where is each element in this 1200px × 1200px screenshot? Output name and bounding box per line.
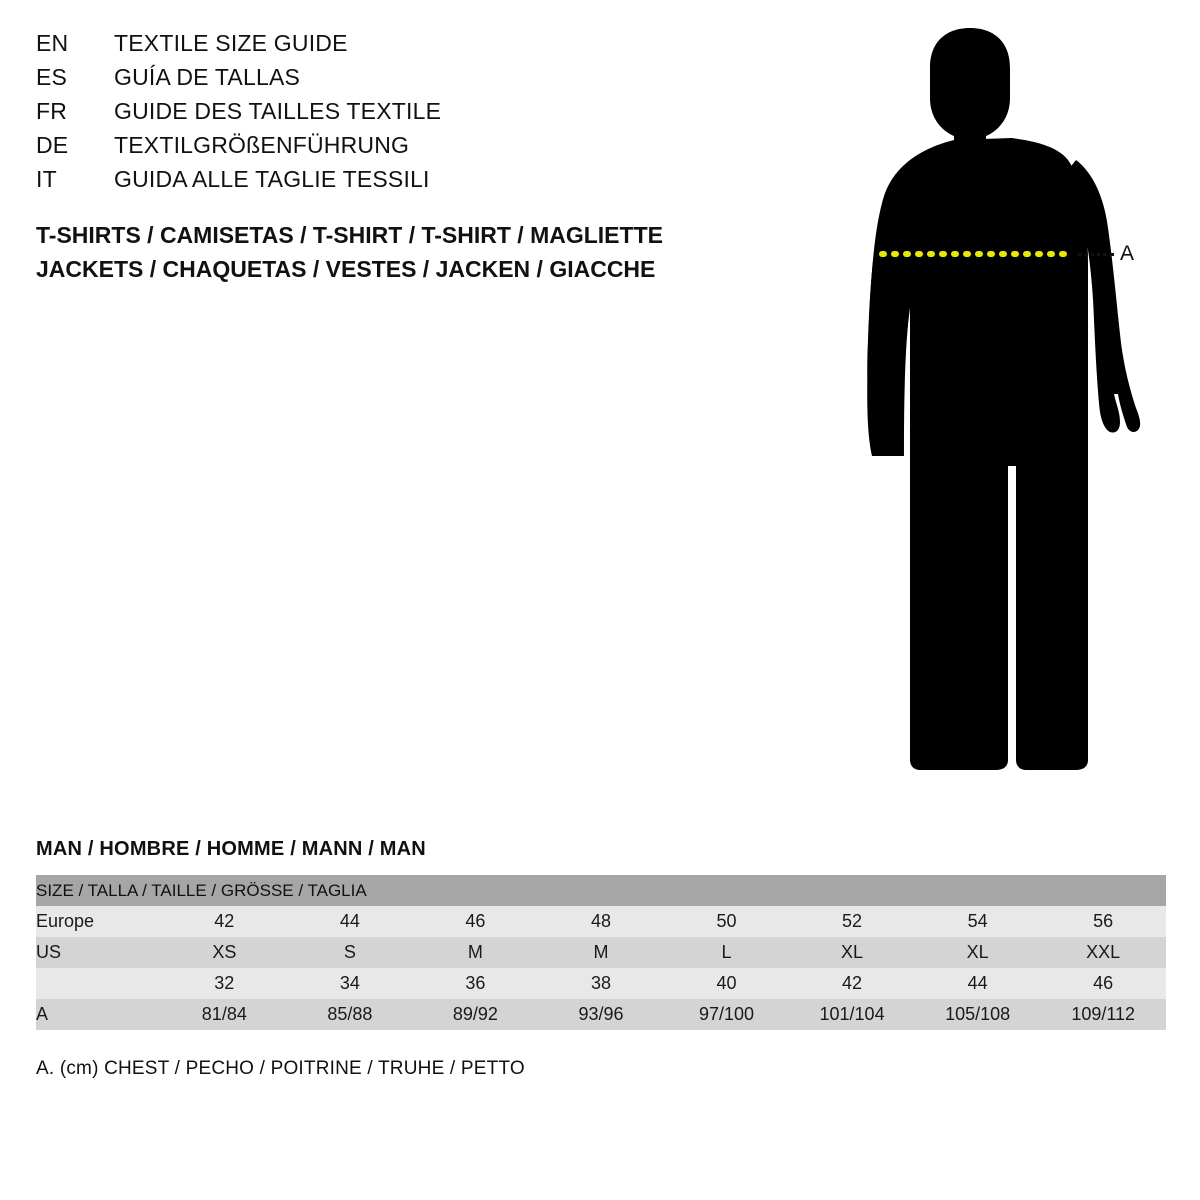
row-value: 38: [538, 968, 664, 999]
row-value: XL: [915, 937, 1041, 968]
row-value: 85/88: [287, 999, 413, 1030]
row-value: 56: [1040, 906, 1166, 937]
row-value: XS: [162, 937, 288, 968]
language-text: GUIDE DES TAILLES TEXTILE: [114, 98, 442, 124]
row-value: 36: [413, 968, 539, 999]
language-code: IT: [36, 166, 57, 192]
measure-label-a: A: [1120, 242, 1135, 265]
row-value: 42: [162, 906, 288, 937]
language-row-en: [36, 30, 736, 64]
language-row-fr: [36, 98, 736, 132]
body-silhouette-figure: [820, 20, 1180, 800]
row-value: 40: [664, 968, 790, 999]
row-value: 42: [789, 968, 915, 999]
language-row-es: [36, 64, 736, 98]
table-title: MAN / HOMBRE / HOMME / MANN / MAN: [36, 838, 426, 860]
row-value: 48: [538, 906, 664, 937]
row-label: Europe: [36, 906, 162, 937]
table-row: [36, 906, 1166, 937]
row-value: 109/112: [1040, 999, 1166, 1030]
language-list: [36, 30, 736, 200]
measure-leader-line: [1078, 253, 1114, 256]
language-code: EN: [36, 30, 69, 56]
language-row-it: [36, 166, 736, 200]
table-header-row: [36, 875, 1166, 906]
table-header-label: SIZE / TALLA / TAILLE / GRÖSSE / TAGLIA: [36, 875, 1166, 906]
row-value: M: [413, 937, 539, 968]
row-value: XXL: [1040, 937, 1166, 968]
row-value: 44: [915, 968, 1041, 999]
table-row: [36, 999, 1166, 1030]
row-value: XL: [789, 937, 915, 968]
table-row: [36, 968, 1166, 999]
footnote: A. (cm) CHEST / PECHO / POITRINE / TRUHE / PETTO: [36, 1058, 525, 1079]
language-text: GUÍA DE TALLAS: [114, 64, 301, 90]
silhouette-svg: [820, 20, 1180, 800]
row-value: S: [287, 937, 413, 968]
language-text: GUIDA ALLE TAGLIE TESSILI: [114, 166, 430, 192]
row-value: 50: [664, 906, 790, 937]
language-text: TEXTILE SIZE GUIDE: [114, 30, 348, 56]
size-table-section: [36, 838, 1166, 1080]
row-value: 44: [287, 906, 413, 937]
row-value: 89/92: [413, 999, 539, 1030]
language-row-de: [36, 132, 736, 166]
row-value: 105/108: [915, 999, 1041, 1030]
row-value: 46: [413, 906, 539, 937]
row-value: 52: [789, 906, 915, 937]
row-value: 32: [162, 968, 288, 999]
row-label: A: [36, 999, 162, 1030]
row-value: 34: [287, 968, 413, 999]
row-value: 97/100: [664, 999, 790, 1030]
language-code: FR: [36, 98, 68, 124]
row-value: 54: [915, 906, 1041, 937]
size-table: [36, 875, 1166, 1030]
garment-line-tshirts: T-SHIRTS / CAMISETAS / T-SHIRT / T-SHIRT / MAGLIETTE: [36, 222, 663, 248]
row-label: [36, 968, 162, 999]
table-row: [36, 937, 1166, 968]
garment-line-jackets: JACKETS / CHAQUETAS / VESTES / JACKEN / GIACCHE: [36, 256, 656, 282]
row-value: 93/96: [538, 999, 664, 1030]
row-value: 101/104: [789, 999, 915, 1030]
row-value: L: [664, 937, 790, 968]
language-text: TEXTILGRÖßENFÜHRUNG: [114, 132, 410, 158]
row-value: 46: [1040, 968, 1166, 999]
language-code: DE: [36, 132, 69, 158]
language-code: ES: [36, 64, 68, 90]
row-value: M: [538, 937, 664, 968]
row-label: US: [36, 937, 162, 968]
row-value: 81/84: [162, 999, 288, 1030]
garment-types: [36, 218, 816, 286]
